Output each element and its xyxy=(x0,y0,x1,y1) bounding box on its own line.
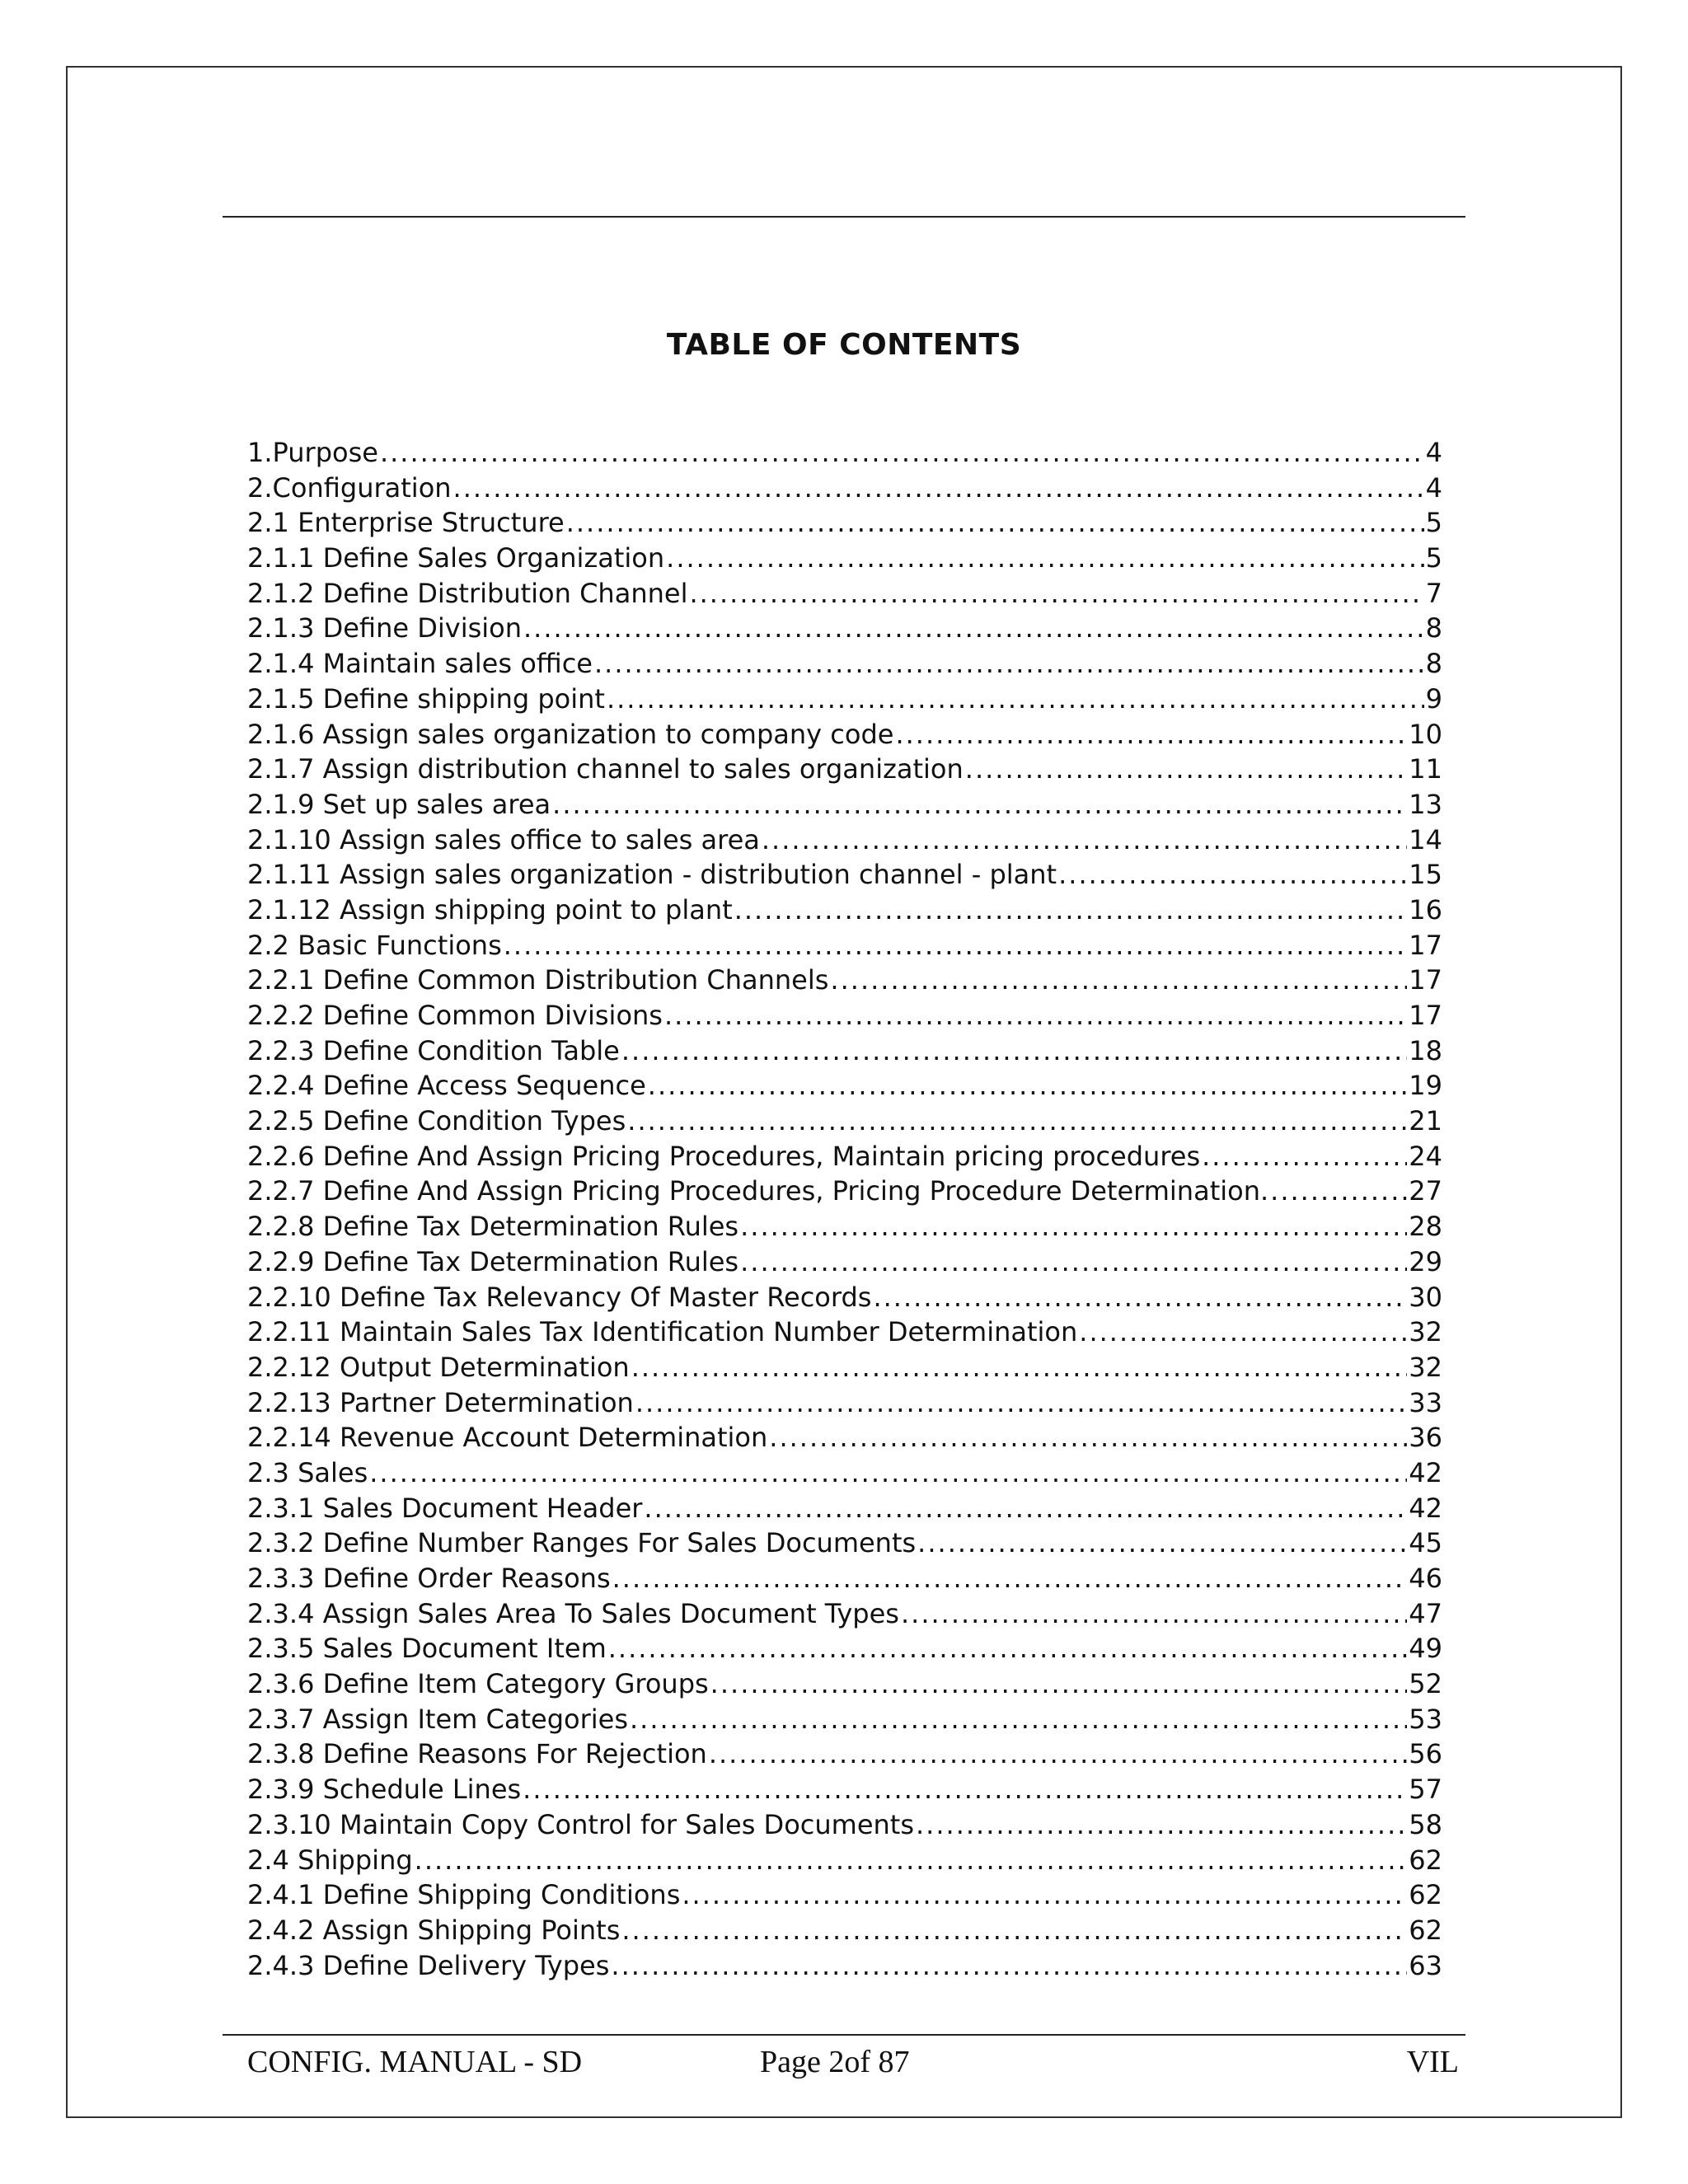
toc-entry-label: 2.2.9 Define Tax Determination Rules xyxy=(247,1245,739,1277)
footer-rule xyxy=(223,2034,1465,2036)
toc-entry-label: 1.Purpose xyxy=(247,437,378,468)
toc-entry-page: 16 xyxy=(1409,893,1442,926)
page-footer xyxy=(247,2044,1459,2085)
toc-entry-page: 36 xyxy=(1409,1422,1442,1454)
toc-entry[interactable] xyxy=(247,1843,1442,1878)
toc-entry-page: 42 xyxy=(1409,1492,1442,1524)
toc-entry-page: 49 xyxy=(1409,1633,1442,1665)
toc-entry[interactable] xyxy=(247,1491,1442,1526)
toc-entry-page: 62 xyxy=(1409,1914,1442,1946)
toc-entry[interactable] xyxy=(247,752,1442,787)
toc-dot-leader xyxy=(740,1244,1407,1280)
toc-dot-leader xyxy=(762,823,1407,858)
toc-entry-label: 2.4.1 Define Shipping Conditions xyxy=(247,1879,681,1911)
toc-dot-leader xyxy=(621,1913,1407,1948)
footer-document-name: CONFIG. MANUAL - SD xyxy=(247,2045,583,2079)
toc-entry-page: 53 xyxy=(1409,1703,1442,1735)
toc-entry-page: 63 xyxy=(1409,1949,1442,1981)
toc-entry-label: 2.3.6 Define Item Category Groups xyxy=(247,1668,709,1700)
toc-entry-page: 10 xyxy=(1409,718,1442,750)
toc-entry[interactable] xyxy=(247,1350,1442,1385)
toc-dot-leader xyxy=(917,1526,1407,1561)
toc-entry-label: 2.3 Sales xyxy=(247,1456,368,1488)
toc-entry[interactable] xyxy=(247,505,1442,541)
toc-entry-page: 29 xyxy=(1409,1245,1442,1277)
toc-entry-label: 2.2.10 Define Tax Relevancy Of Master Records xyxy=(247,1281,872,1313)
toc-entry-page: 56 xyxy=(1409,1738,1442,1770)
toc-entry[interactable] xyxy=(247,1526,1442,1561)
toc-entry-label: 2.4.2 Assign Shipping Points xyxy=(247,1914,621,1946)
toc-dot-leader xyxy=(608,1631,1408,1666)
toc-entry-page: 21 xyxy=(1409,1105,1442,1137)
toc-entry[interactable] xyxy=(247,1139,1442,1174)
toc-entry-label: 2.3.5 Sales Document Item xyxy=(247,1633,607,1665)
toc-entry-page: 24 xyxy=(1409,1140,1442,1172)
toc-dot-leader xyxy=(504,928,1408,963)
toc-entry[interactable] xyxy=(247,1033,1442,1069)
toc-entry-page: 5 xyxy=(1425,542,1442,574)
toc-entry-label: 2.1 Enterprise Structure xyxy=(247,507,565,539)
toc-entry[interactable] xyxy=(247,1420,1442,1455)
toc-entry[interactable] xyxy=(247,1455,1442,1491)
toc-entry[interactable] xyxy=(247,823,1442,858)
toc-entry[interactable] xyxy=(247,1913,1442,1948)
toc-entry-label: 2.2.5 Define Condition Types xyxy=(247,1105,626,1137)
toc-dot-leader xyxy=(621,1033,1407,1069)
toc-dot-leader xyxy=(1270,1174,1407,1209)
toc-entry-label: 2.2.2 Define Common Divisions xyxy=(247,1000,663,1031)
toc-entry[interactable] xyxy=(247,541,1442,576)
toc-entry-page: 42 xyxy=(1409,1456,1442,1488)
toc-dot-leader xyxy=(916,1807,1407,1843)
toc-dot-leader xyxy=(415,1843,1408,1878)
toc-entry[interactable] xyxy=(247,1948,1442,1984)
toc-title: TABLE OF CONTENTS xyxy=(666,328,1022,362)
toc-entry[interactable] xyxy=(247,1315,1442,1350)
toc-dot-leader xyxy=(644,1491,1407,1526)
toc-entry[interactable] xyxy=(247,1068,1442,1104)
toc-entry[interactable] xyxy=(247,1736,1442,1772)
toc-entry-page: 27 xyxy=(1409,1175,1442,1207)
toc-entry-label: 2.1.12 Assign shipping point to plant xyxy=(247,893,733,926)
toc-dot-leader xyxy=(709,1736,1407,1772)
toc-dot-leader xyxy=(1079,1315,1407,1350)
toc-entry-label: 2.1.5 Define shipping point xyxy=(247,682,605,715)
toc-dot-leader xyxy=(710,1666,1408,1702)
toc-dot-leader xyxy=(635,1385,1407,1421)
toc-entry-page: 47 xyxy=(1409,1597,1442,1629)
toc-entry[interactable] xyxy=(247,1877,1442,1913)
toc-entry-label: 2.2.3 Define Condition Table xyxy=(247,1034,620,1066)
toc-entry-page: 17 xyxy=(1409,964,1442,996)
toc-dot-leader xyxy=(1058,857,1407,893)
toc-entry-page: 57 xyxy=(1409,1774,1442,1806)
toc-dot-leader xyxy=(895,717,1407,752)
toc-entry[interactable] xyxy=(247,1174,1442,1209)
toc-entry[interactable] xyxy=(247,435,1442,471)
toc-entry-label: 2.3.4 Assign Sales Area To Sales Document Types xyxy=(247,1597,899,1629)
toc-entry[interactable] xyxy=(247,717,1442,752)
toc-entry-page: 4 xyxy=(1425,437,1442,468)
toc-entry-page: 17 xyxy=(1409,929,1442,961)
toc-entry-page: 18 xyxy=(1409,1034,1442,1066)
toc-entry-label: 2.3.1 Sales Document Header xyxy=(247,1492,643,1524)
toc-entry-page: 62 xyxy=(1409,1879,1442,1911)
toc-dot-leader xyxy=(901,1596,1407,1632)
toc-dot-leader xyxy=(734,893,1408,928)
toc-entry[interactable] xyxy=(247,1702,1442,1737)
toc-dot-leader xyxy=(740,1209,1407,1244)
toc-entry-page: 11 xyxy=(1409,753,1442,785)
toc-dot-leader xyxy=(873,1280,1407,1315)
toc-dot-leader xyxy=(830,963,1407,998)
toc-dot-leader xyxy=(648,1068,1408,1104)
toc-entry[interactable] xyxy=(247,787,1442,823)
toc-entry[interactable] xyxy=(247,1666,1442,1702)
toc-entry-page: 13 xyxy=(1409,788,1442,820)
toc-dot-leader xyxy=(552,787,1407,823)
toc-entry-label: 2.2.12 Output Determination xyxy=(247,1351,630,1383)
toc-entry-label: 2.2.6 Define And Assign Pricing Procedures, Maintain pricing procedures xyxy=(247,1140,1201,1172)
toc-entry-page: 8 xyxy=(1425,612,1442,644)
toc-dot-leader xyxy=(965,752,1408,787)
toc-entry[interactable] xyxy=(247,1561,1442,1596)
toc-entry-label: 2.1.10 Assign sales office to sales area xyxy=(247,823,760,855)
toc-entry-page: 17 xyxy=(1409,1000,1442,1031)
toc-entry[interactable] xyxy=(247,857,1442,893)
toc-entry-label: 2.3.3 Define Order Reasons xyxy=(247,1563,611,1594)
toc-dot-leader xyxy=(682,1877,1407,1913)
toc-entry[interactable] xyxy=(247,682,1442,717)
toc-entry[interactable] xyxy=(247,998,1442,1033)
toc-entry-label: 2.2.7 Define And Assign Pricing Procedures, Pricing Procedure Determination. xyxy=(247,1175,1269,1207)
toc-dot-leader xyxy=(369,1455,1407,1491)
toc-entry-label: 2.4.3 Define Delivery Types xyxy=(247,1949,610,1981)
toc-entry-label: 2.2.8 Define Tax Determination Rules xyxy=(247,1211,739,1243)
toc-entry-label: 2.4 Shipping xyxy=(247,1844,413,1876)
toc-entry-label: 2.Configuration xyxy=(247,471,452,504)
toc-entry-label: 2.1.1 Define Sales Organization xyxy=(247,542,665,574)
toc-entry[interactable] xyxy=(247,1631,1442,1666)
toc-entry-page: 8 xyxy=(1425,648,1442,680)
toc-dot-leader xyxy=(612,1561,1408,1596)
toc-entry[interactable] xyxy=(247,646,1442,682)
toc-entry-page: 58 xyxy=(1409,1808,1442,1840)
toc-entry[interactable] xyxy=(247,1772,1442,1807)
toc-dot-leader xyxy=(630,1702,1407,1737)
toc-entry-label: 2.3.8 Define Reasons For Rejection xyxy=(247,1738,707,1770)
toc-dot-leader xyxy=(769,1420,1407,1455)
toc-entry[interactable] xyxy=(247,576,1442,612)
toc-dot-leader xyxy=(1202,1139,1407,1174)
toc-entry-page: 28 xyxy=(1409,1211,1442,1243)
toc-entry[interactable] xyxy=(247,1244,1442,1280)
toc-dot-leader xyxy=(666,541,1424,576)
toc-entry-page: 7 xyxy=(1425,577,1442,609)
toc-dot-leader xyxy=(627,1104,1407,1139)
toc-entry[interactable] xyxy=(247,1596,1442,1632)
toc-entry-label: 2.1.6 Assign sales organization to company code xyxy=(247,718,894,750)
toc-dot-leader xyxy=(594,646,1424,682)
toc-entry-label: 2.2.11 Maintain Sales Tax Identification Number Determination xyxy=(247,1316,1078,1348)
toc-entry-page: 52 xyxy=(1409,1668,1442,1700)
footer-page-number: Page 2of 87 xyxy=(760,2045,910,2079)
toc-dot-leader xyxy=(607,682,1424,717)
toc-entry-page: 4 xyxy=(1425,471,1442,504)
toc-entry-page: 45 xyxy=(1409,1527,1442,1559)
toc-entry-page: 9 xyxy=(1425,682,1442,715)
toc-dot-leader xyxy=(523,611,1424,646)
toc-entry-label: 2.2.14 Revenue Account Determination xyxy=(247,1422,768,1454)
toc-dot-leader xyxy=(689,576,1423,612)
toc-dot-leader xyxy=(453,471,1424,506)
toc-entry[interactable] xyxy=(247,1104,1442,1139)
toc-entry[interactable] xyxy=(247,928,1442,963)
toc-entry-label: 2.1.11 Assign sales organization - distribution channel - plant xyxy=(247,859,1057,891)
toc-dot-leader xyxy=(611,1948,1407,1984)
toc-dot-leader xyxy=(664,998,1407,1033)
footer-company: VIL xyxy=(1406,2045,1459,2079)
toc-entry-page: 46 xyxy=(1409,1563,1442,1594)
toc-entry-page: 62 xyxy=(1409,1844,1442,1876)
toc-entry-page: 14 xyxy=(1409,823,1442,855)
toc-entry[interactable] xyxy=(247,1385,1442,1421)
toc-dot-leader xyxy=(631,1350,1408,1385)
toc-entry-label: 2.1.9 Set up sales area xyxy=(247,788,551,820)
toc-entry-label: 2.3.7 Assign Item Categories xyxy=(247,1703,628,1735)
toc-entry-page: 19 xyxy=(1409,1070,1442,1102)
toc-entry-page: 32 xyxy=(1409,1316,1442,1348)
toc-entry-label: 2.3.2 Define Number Ranges For Sales Documents xyxy=(247,1527,917,1559)
toc-entry-label: 2.1.3 Define Division xyxy=(247,612,522,644)
header-rule xyxy=(223,216,1465,218)
toc-dot-leader xyxy=(380,435,1424,471)
toc-entry-page: 33 xyxy=(1409,1386,1442,1418)
toc-entry-page: 15 xyxy=(1409,859,1442,891)
toc-dot-leader xyxy=(566,505,1424,541)
toc-entry-label: 2.2 Basic Functions xyxy=(247,929,502,961)
toc-dot-leader xyxy=(523,1772,1407,1807)
toc-entry-page: 30 xyxy=(1409,1281,1442,1313)
toc-list xyxy=(247,435,1442,1983)
toc-entry-label: 2.2.13 Partner Determination xyxy=(247,1386,634,1418)
toc-entry-label: 2.2.1 Define Common Distribution Channels xyxy=(247,964,829,996)
toc-entry-label: 2.1.4 Maintain sales office xyxy=(247,648,593,680)
toc-entry[interactable] xyxy=(247,1209,1442,1244)
toc-entry-label: 2.3.10 Maintain Copy Control for Sales Documents xyxy=(247,1808,914,1840)
toc-entry[interactable] xyxy=(247,893,1442,928)
toc-entry[interactable] xyxy=(247,1807,1442,1843)
toc-entry[interactable] xyxy=(247,611,1442,646)
toc-entry-label: 2.1.7 Assign distribution channel to sales organization xyxy=(247,753,964,785)
toc-entry[interactable] xyxy=(247,1280,1442,1315)
toc-entry-page: 32 xyxy=(1409,1351,1442,1383)
toc-entry[interactable] xyxy=(247,471,1442,506)
toc-entry-label: 2.2.4 Define Access Sequence xyxy=(247,1070,646,1102)
toc-entry[interactable] xyxy=(247,963,1442,998)
toc-entry-label: 2.3.9 Schedule Lines xyxy=(247,1774,522,1806)
toc-entry-label: 2.1.2 Define Distribution Channel xyxy=(247,577,688,609)
toc-entry-page: 5 xyxy=(1425,507,1442,539)
